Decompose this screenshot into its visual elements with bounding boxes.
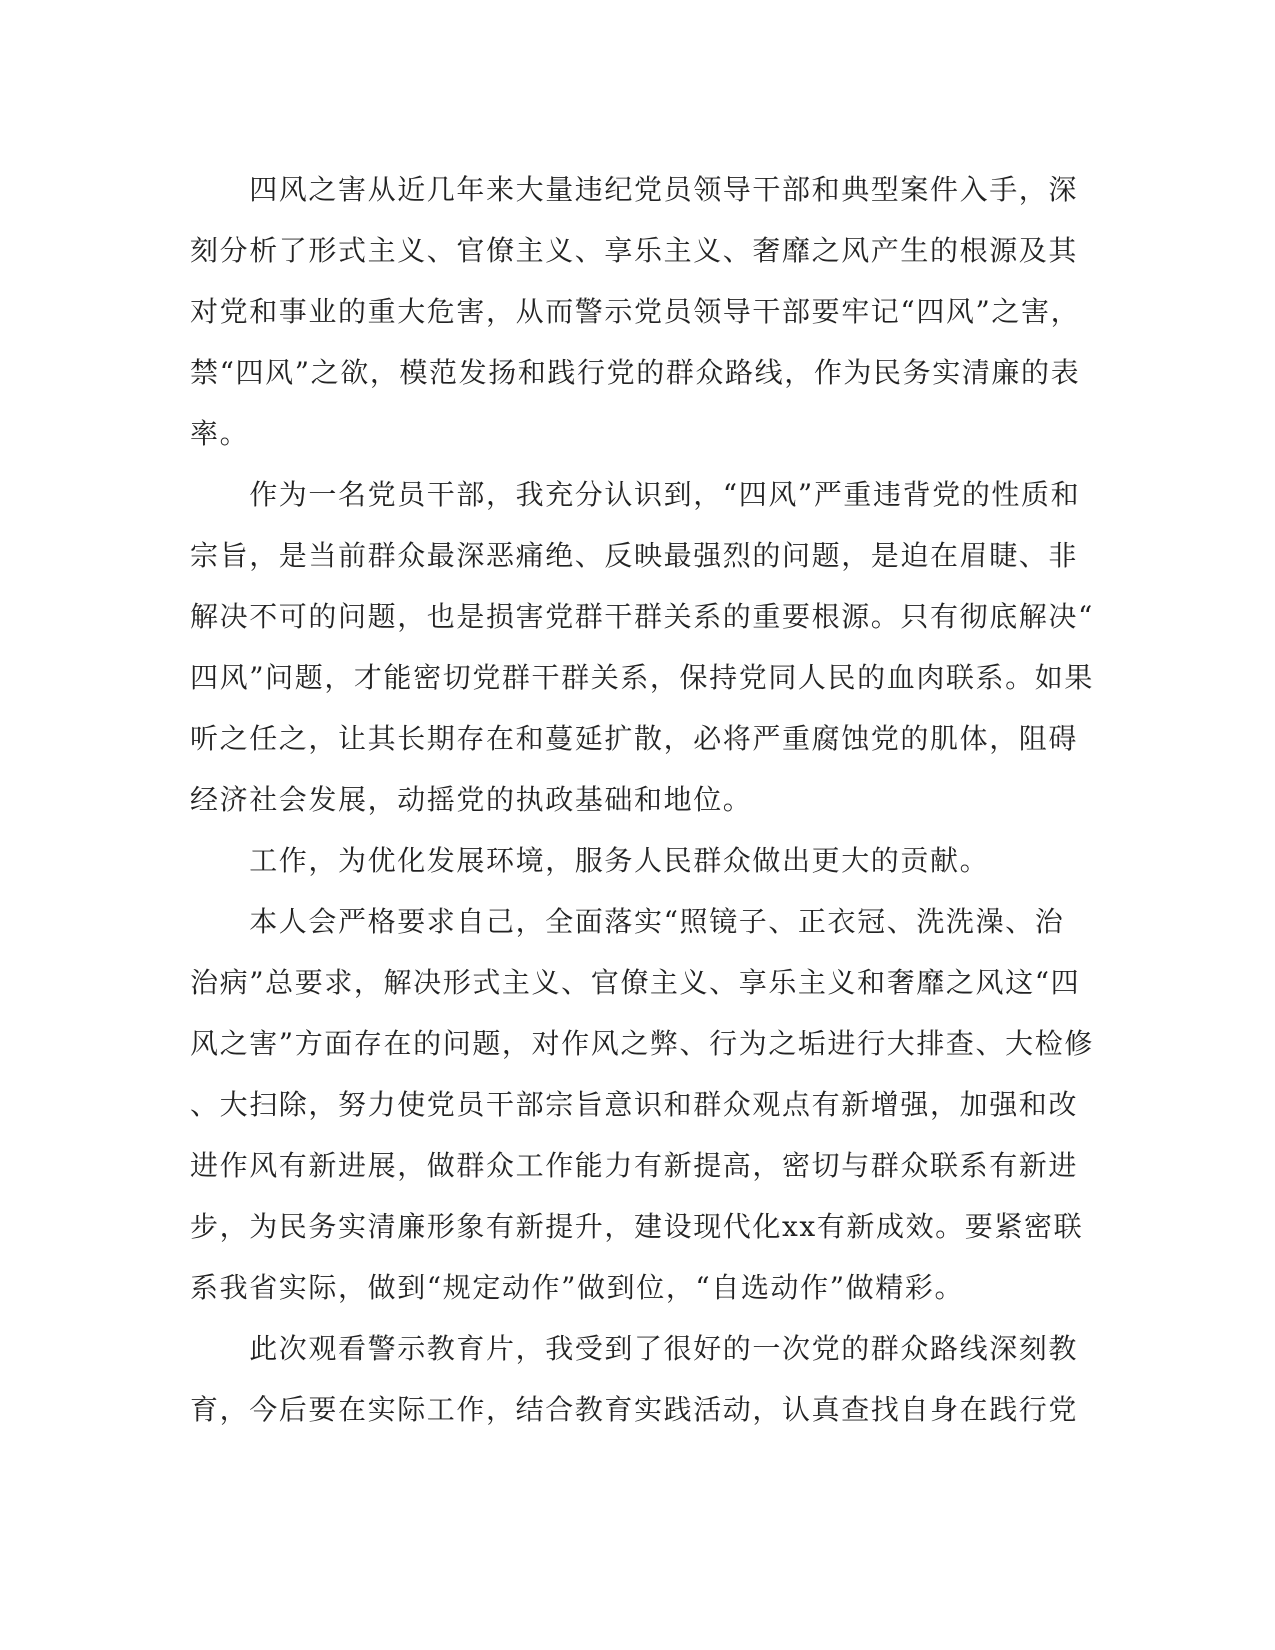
text-line: 工作，为优化发展环境，服务人民群众做出更大的贡献。 <box>190 844 990 877</box>
text-line: 进作风有新进展，做群众工作能力有新提高，密切与群众联系有新进 <box>190 1149 1079 1182</box>
paragraph-1 <box>190 159 1085 464</box>
text-line: 治病”总要求，解决形式主义、官僚主义、享乐主义和奢靡之风这“四 <box>190 966 1081 999</box>
text-line: 系我省实际，做到“规定动作”做到位，“自选动作”做精彩。 <box>190 1271 965 1304</box>
text-line: 四风之害从近几年来大量违纪党员领导干部和典型案件入手，深 <box>190 173 1079 206</box>
text-line: 宗旨，是当前群众最深恶痛绝、反映最强烈的问题，是迫在眉睫、非 <box>190 539 1079 572</box>
text-line: 育，今后要在实际工作，结合教育实践活动，认真查找自身在践行党 <box>190 1393 1079 1426</box>
text-line: 本人会严格要求自己，全面落实“照镜子、正衣冠、洗洗澡、治 <box>190 905 1065 938</box>
text-line: 听之任之，让其长期存在和蔓延扩散，必将严重腐蚀党的肌体，阻碍 <box>190 722 1079 755</box>
text-line: 解决不可的问题，也是损害党群干群关系的重要根源。只有彻底解决“ <box>190 600 1094 633</box>
text-line: 刻分析了形式主义、官僚主义、享乐主义、奢靡之风产生的根源及其 <box>190 234 1079 267</box>
paragraph-5 <box>190 1318 1085 1440</box>
paragraph-2 <box>190 464 1094 830</box>
text-line: 作为一名党员干部，我充分认识到，“四风”严重违背党的性质和 <box>190 478 1081 511</box>
text-line: 四风”问题，才能密切党群干群关系，保持党同人民的血肉联系。如果 <box>190 661 1094 694</box>
paragraph-4 <box>190 891 1094 1318</box>
paragraph-3 <box>190 830 1085 891</box>
text-line: 此次观看警示教育片，我受到了很好的一次党的群众路线深刻教 <box>190 1332 1079 1365</box>
text-line: 对党和事业的重大危害，从而警示党员领导干部要牢记“四风”之害， <box>190 295 1081 328</box>
text-line: 步，为民务实清廉形象有新提升，建设现代化xx有新成效。要紧密联 <box>190 1210 1084 1243</box>
text-line: 风之害”方面存在的问题，对作风之弊、行为之垢进行大排查、大检修 <box>190 1027 1094 1060</box>
text-line: 、大扫除，努力使党员干部宗旨意识和群众观点有新增强，加强和改 <box>190 1088 1079 1121</box>
text-line: 率。 <box>190 417 250 450</box>
text-line: 禁“四风”之欲，模范发扬和践行党的群众路线，作为民务实清廉的表 <box>190 356 1081 389</box>
body-text <box>190 159 1094 1440</box>
text-line: 经济社会发展，动摇党的执政基础和地位。 <box>190 783 753 816</box>
